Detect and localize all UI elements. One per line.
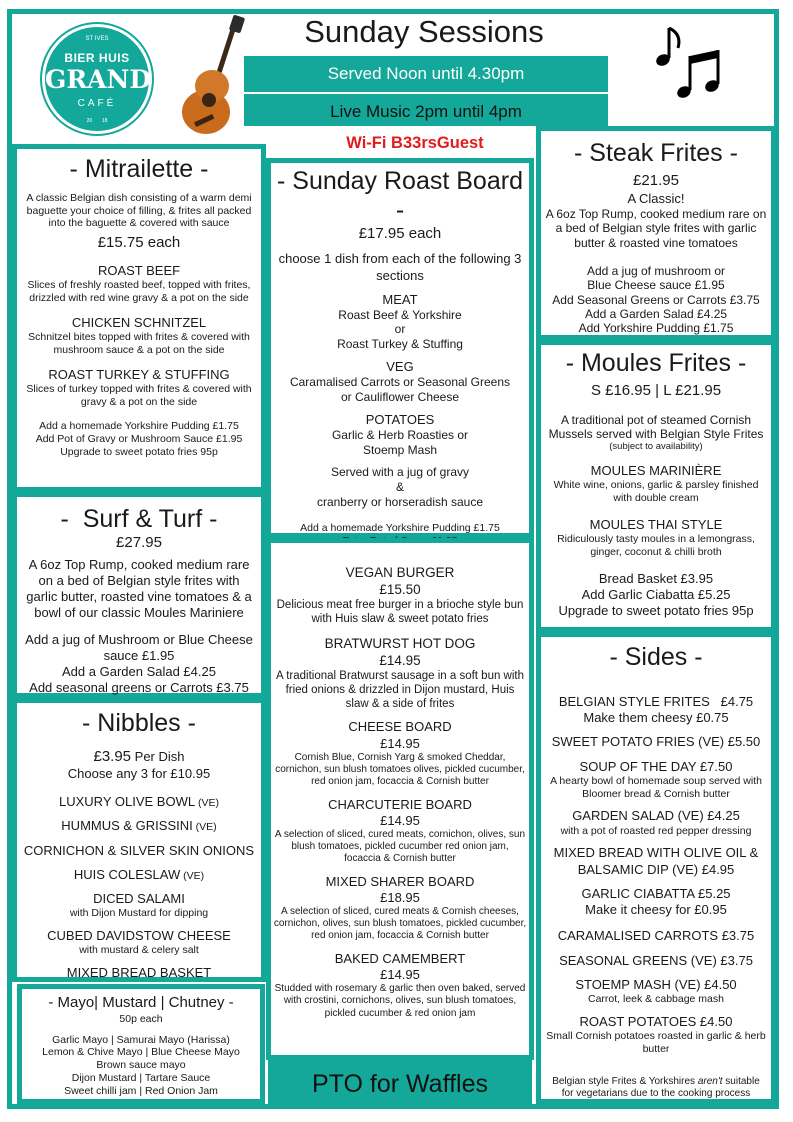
side-item	[545, 759, 767, 801]
main-item	[273, 951, 527, 1020]
logo-grand: GRAND	[45, 65, 152, 94]
mayo-section	[17, 984, 265, 1104]
mayo-line: Sweet chilli jam | Red Onion Jam	[64, 1084, 218, 1097]
menu-item-desc: Schnitzel bites topped with frites & covered with mushroom sauce & a pot on the side	[28, 330, 250, 356]
roast-section-name: POTATOES	[365, 412, 435, 428]
moules-item-desc: Ridiculously tasty moules in a lemongrass, ginger, coconut & chilli broth	[557, 532, 755, 558]
nibble-name: CUBED DAVIDSTOW CHEESE	[47, 928, 231, 944]
side-item-name: ROAST POTATOES £4.50	[579, 1013, 733, 1029]
extra-line: Add Seasonal Greens or Carrots £3.75	[552, 292, 760, 307]
side-item-desc: with a pot of roasted red pepper dressing	[560, 824, 752, 837]
nibble-desc: with mustard & celery salt	[79, 944, 199, 957]
nibble-item	[21, 794, 257, 810]
surf-turf-section	[12, 492, 266, 698]
moules-title: - Moules Frites -	[565, 349, 747, 377]
mitrailette-item	[25, 263, 253, 305]
mains-section	[266, 538, 534, 1060]
roast-section-meat	[277, 292, 523, 351]
roast-served-with	[277, 465, 523, 510]
extra-line: Add Garlic Ciabatta £5.25	[581, 586, 731, 602]
main-item-name: VEGAN BURGER	[345, 565, 455, 580]
side-item	[545, 977, 767, 1006]
main-item-price: £14.95	[380, 812, 420, 828]
side-item	[545, 694, 767, 727]
moules-frites-section	[536, 340, 776, 632]
extra-line: Add Pot of Gravy or Mushroom Sauce £1.95	[35, 433, 243, 446]
nibble-item: MIXED BREAD BASKET	[66, 965, 212, 981]
side-item-sub: Make them cheesy £0.75	[583, 710, 729, 725]
sunday-roast-section	[266, 158, 534, 538]
extra-line: Upgrade to sweet potato fries 95p	[558, 603, 754, 619]
mitrailette-section	[12, 144, 266, 492]
side-item-desc: Small Cornish potatoes roasted in garlic & herb butter	[546, 1030, 766, 1055]
main-item	[273, 874, 527, 943]
logo-bier-huis: BIER HUIS	[64, 51, 130, 65]
roast-line: Garlic & Herb Roasties or	[331, 428, 469, 443]
surf-turf-title: - Surf & Turf -	[60, 505, 218, 533]
note-emphasis: aren't	[697, 1075, 723, 1087]
extra-line: Upgrade to sweet potato fries 95p	[60, 446, 218, 459]
side-item	[545, 1014, 767, 1056]
steak-subtitle: A Classic!	[627, 190, 685, 206]
nibbles-price-suffix: Per Dish	[131, 748, 185, 764]
extra-line: Add a homemade Yorkshire Pudding £1.75	[39, 420, 239, 433]
mayo-title: - Mayo| Mustard | Chutney -	[48, 994, 234, 1011]
menu-item-desc: Slices of turkey topped with frites & covered with gravy & a pot on the side	[26, 382, 252, 408]
main-item-price: £14.95	[380, 735, 420, 751]
side-item-desc: A hearty bowl of homemade soup served with Bloomer bread & Cornish butter	[550, 774, 762, 800]
side-item	[545, 808, 767, 837]
main-item-desc: Studded with rosemary & garlic then oven baked, served with crostini, cornichons, olives, sun blush tomatoes, pickled cucumber & red onion jam	[274, 983, 526, 1019]
mayo-line: Garlic Mayo | Samurai Mayo (Harissa)	[52, 1033, 230, 1046]
vegan-tag: (VE)	[192, 821, 217, 834]
roast-section-name: VEG	[386, 359, 414, 375]
steak-desc: A 6oz Top Rump, cooked medium rare on a bed of Belgian style frites with garlic butter & roasted vine tomatoes	[545, 206, 767, 250]
served-line: &	[395, 480, 404, 495]
extra-line: Add a homemade Yorkshire Pudding £1.75	[300, 522, 500, 535]
vegan-tag: (VE)	[195, 797, 219, 809]
side-item: MIXED BREAD WITH OLIVE OIL & BALSAMIC DIP (VE) £4.95	[553, 845, 759, 877]
moules-item-name: MOULES MARINIÈRE	[590, 462, 722, 478]
main-item-name: CHEESE BOARD	[348, 719, 452, 735]
note-text: Belgian style Frites & Yorkshires	[552, 1075, 698, 1087]
moules-desc: A traditional pot of steamed Cornish Mussels served with Belgian Style Frites	[548, 412, 764, 441]
side-item	[545, 886, 767, 919]
nibble-name: CORNICHON & SILVER SKIN ONIONS	[23, 842, 255, 858]
moules-item-desc: White wine, onions, garlic & parsley finished with double cream	[553, 479, 759, 504]
nibbles-deal: Choose any 3 for £10.95	[67, 765, 211, 781]
main-item-price: £15.50	[379, 581, 421, 597]
extra-line: Add a jug of mushroom or	[586, 263, 726, 278]
main-item-desc: A selection of sliced, cured meats & Cornish cheeses, cornichon, olives, sun blush tomatoes, pickled cucumber, red onion jam, focaccia & Cornish butter	[273, 906, 527, 942]
menu-item-desc: Slices of freshly roasted beef, topped with frites, drizzled with red wine gravy & a pot on the side	[27, 279, 251, 304]
side-item-name: GARDEN SALAD (VE) £4.25	[572, 808, 740, 824]
steak-title: - Steak Frites -	[574, 139, 738, 167]
vegetarian-note	[545, 1076, 767, 1100]
nibble-name: HUIS COLESLAW	[73, 866, 181, 882]
grand-cafe-logo	[42, 24, 152, 134]
nibbles-price: £3.95	[93, 747, 132, 765]
surf-turf-desc: A 6oz Top Rump, cooked medium rare on a bed of Belgian style frites with garlic butter, roasted vine tomatoes & a bowl of our classic Moules Mariniere	[26, 556, 252, 621]
side-item-desc: Carrot, leek & cabbage mash	[588, 993, 724, 1006]
side-item: CARAMALISED CARROTS £3.75	[557, 928, 755, 944]
vegan-tag: (VE)	[180, 869, 205, 882]
roast-title: - Sunday Roast Board -	[277, 167, 523, 224]
main-item-price: £18.95	[380, 889, 420, 905]
logo-cafe: CAFÉ	[77, 98, 117, 109]
roast-section-veg	[277, 359, 523, 404]
logo-year	[45, 118, 149, 124]
mayo-line: Brown sauce mayo	[96, 1059, 186, 1072]
music-notes-icon	[650, 22, 730, 102]
extra-line: Blue Cheese sauce £1.95	[587, 278, 725, 293]
nibble-name: LUXURY OLIVE BOWL	[59, 794, 196, 809]
steak-price: £21.95	[633, 171, 679, 189]
logo-location: ST IVES	[85, 36, 109, 42]
served-line: cranberry or horseradish sauce	[316, 495, 484, 510]
nibble-desc: with Dijon Mustard for dipping	[69, 907, 209, 920]
mitrailette-item	[25, 315, 253, 357]
side-item-name: STOEMP MASH (VE) £4.50	[575, 976, 737, 992]
note-text: suitable for vegetarians due to the cooking process	[561, 1075, 760, 1099]
roast-section-potatoes	[277, 412, 523, 457]
extra-line: Add Yorkshire Pudding £1.75	[578, 321, 734, 336]
moules-item	[545, 463, 767, 505]
live-music-banner: Live Music 2pm until 4pm	[244, 92, 608, 128]
nibble-item	[21, 843, 257, 859]
main-item	[273, 719, 527, 788]
main-item-name: BRATWURST HOT DOG	[324, 636, 476, 652]
extra-line: Add a jug of Mushroom or Blue Cheese sauce £1.95	[25, 631, 253, 663]
main-item-desc: Cornish Blue, Cornish Yarg & smoked Cheddar, cornichon, sun blush tomatoes olives, pickled cucumber, red onion jam, focaccia & Cornish butter	[275, 751, 525, 788]
main-item-name: CHARCUTERIE BOARD	[328, 796, 472, 812]
steak-frites-section	[536, 126, 776, 340]
mayo-line: Dijon Mustard | Tartare Sauce	[71, 1071, 211, 1084]
main-item-desc: A traditional Bratwurst sausage in a soft bun with fried onions & drizzled in Dijon mustard, Huis slaw & a side of frites	[275, 670, 525, 710]
nibbles-price-line	[21, 748, 257, 766]
roast-intro: choose 1 dish from each of the following 3 sections	[278, 251, 522, 283]
roast-line: Roast Turkey & Stuffing	[337, 336, 463, 351]
nibble-name: DICED SALAMI	[93, 891, 185, 906]
roast-line: Stoemp Mash	[362, 442, 438, 457]
nibble-item	[21, 928, 257, 957]
sides-title: - Sides -	[609, 643, 703, 671]
main-item-desc: Delicious meat free burger in a brioche style bun with Huis slaw & sweet potato fries	[276, 598, 524, 625]
side-item-name: BELGIAN STYLE FRITES £4.75	[558, 693, 754, 709]
mayo-line: Lemon & Chive Mayo | Blue Cheese Mayo	[42, 1046, 240, 1059]
nibbles-title: - Nibbles -	[82, 709, 196, 737]
moules-item-name: MOULES THAI STYLE	[589, 516, 723, 532]
sides-section	[536, 632, 776, 1104]
main-item	[273, 636, 527, 711]
mitrailette-desc: A classic Belgian dish consisting of a warm demi baguette your choice of filling, & frites all packed into the baguette & covered with sauce	[26, 191, 252, 230]
served-times-banner: Served Noon until 4.30pm	[244, 56, 608, 92]
side-item-name: GARLIC CIABATTA £5.25	[581, 885, 731, 901]
main-item-name: BAKED CAMEMBERT	[334, 950, 466, 966]
surf-turf-price: £27.95	[116, 533, 162, 551]
roast-line: or Cauliflower Cheese	[340, 389, 460, 404]
roast-line: Roast Beef & Yorkshire	[338, 308, 462, 322]
menu-item-name: ROAST TURKEY & STUFFING	[48, 366, 230, 382]
moules-extras	[545, 571, 767, 620]
moules-item	[545, 517, 767, 559]
extra-line: Bread Basket £3.95	[598, 570, 714, 586]
page-title: Sunday Sessions	[304, 14, 544, 49]
extra-line: Add a Garden Salad £4.25	[62, 664, 216, 679]
roast-line: Caramalised Carrots or Seasonal Greens	[289, 375, 511, 390]
main-item-price: £14.95	[379, 653, 421, 669]
wifi-info: Wi-Fi B33rsGuest	[346, 134, 484, 152]
nibble-item	[21, 891, 257, 920]
main-item-desc: A selection of sliced, cured meats, cornichon, olives, sun blush tomatoes, pickled cucumber red onion jam, focaccia & Cornish butter	[274, 829, 526, 865]
main-item-name: MIXED SHARER BOARD	[325, 873, 475, 889]
mitrailette-extras	[25, 420, 253, 458]
nibbles-section	[12, 698, 266, 982]
served-line: Served with a jug of gravy	[330, 465, 470, 480]
moules-price: S £16.95 | L £21.95	[590, 381, 722, 399]
nibble-item	[21, 818, 257, 834]
nibble-item	[21, 867, 257, 883]
moules-note: (subject to availability)	[609, 441, 703, 453]
mitrailette-title: - Mitrailette -	[69, 155, 209, 183]
pto-waffles-banner: PTO for Waffles	[268, 1060, 532, 1104]
logo-year-left: 20	[86, 118, 93, 124]
side-item-name: SOUP OF THE DAY £7.50	[579, 758, 733, 774]
roast-section-name: MEAT	[382, 291, 418, 307]
nibble-name: HUMMUS & GRISSINI	[61, 818, 193, 834]
mitrailette-price: £15.75 each	[97, 234, 181, 252]
main-item	[273, 565, 527, 626]
mitrailette-item	[25, 367, 253, 409]
main-item	[273, 797, 527, 866]
roast-line: or	[394, 322, 406, 337]
side-item-sub: Make it cheesy for £0.95	[585, 902, 727, 918]
mayo-price: 50p each	[119, 1012, 163, 1025]
side-item: SWEET POTATO FRIES (VE) £5.50	[551, 734, 761, 750]
menu-item-name: CHICKEN SCHNITZEL	[71, 314, 207, 330]
menu-item-name: ROAST BEEF	[97, 262, 181, 278]
extra-line: Add seasonal greens or Carrots £3.75	[29, 680, 249, 696]
logo-year-right: 18	[101, 118, 108, 124]
side-item: SEASONAL GREENS (VE) £3.75	[559, 952, 753, 968]
main-item-price: £14.95	[380, 966, 420, 982]
roast-price: £17.95 each	[358, 224, 442, 242]
steak-extras	[545, 264, 767, 336]
extra-line: Add a Garden Salad £4.25	[584, 307, 728, 322]
mayo-list	[28, 1034, 254, 1098]
